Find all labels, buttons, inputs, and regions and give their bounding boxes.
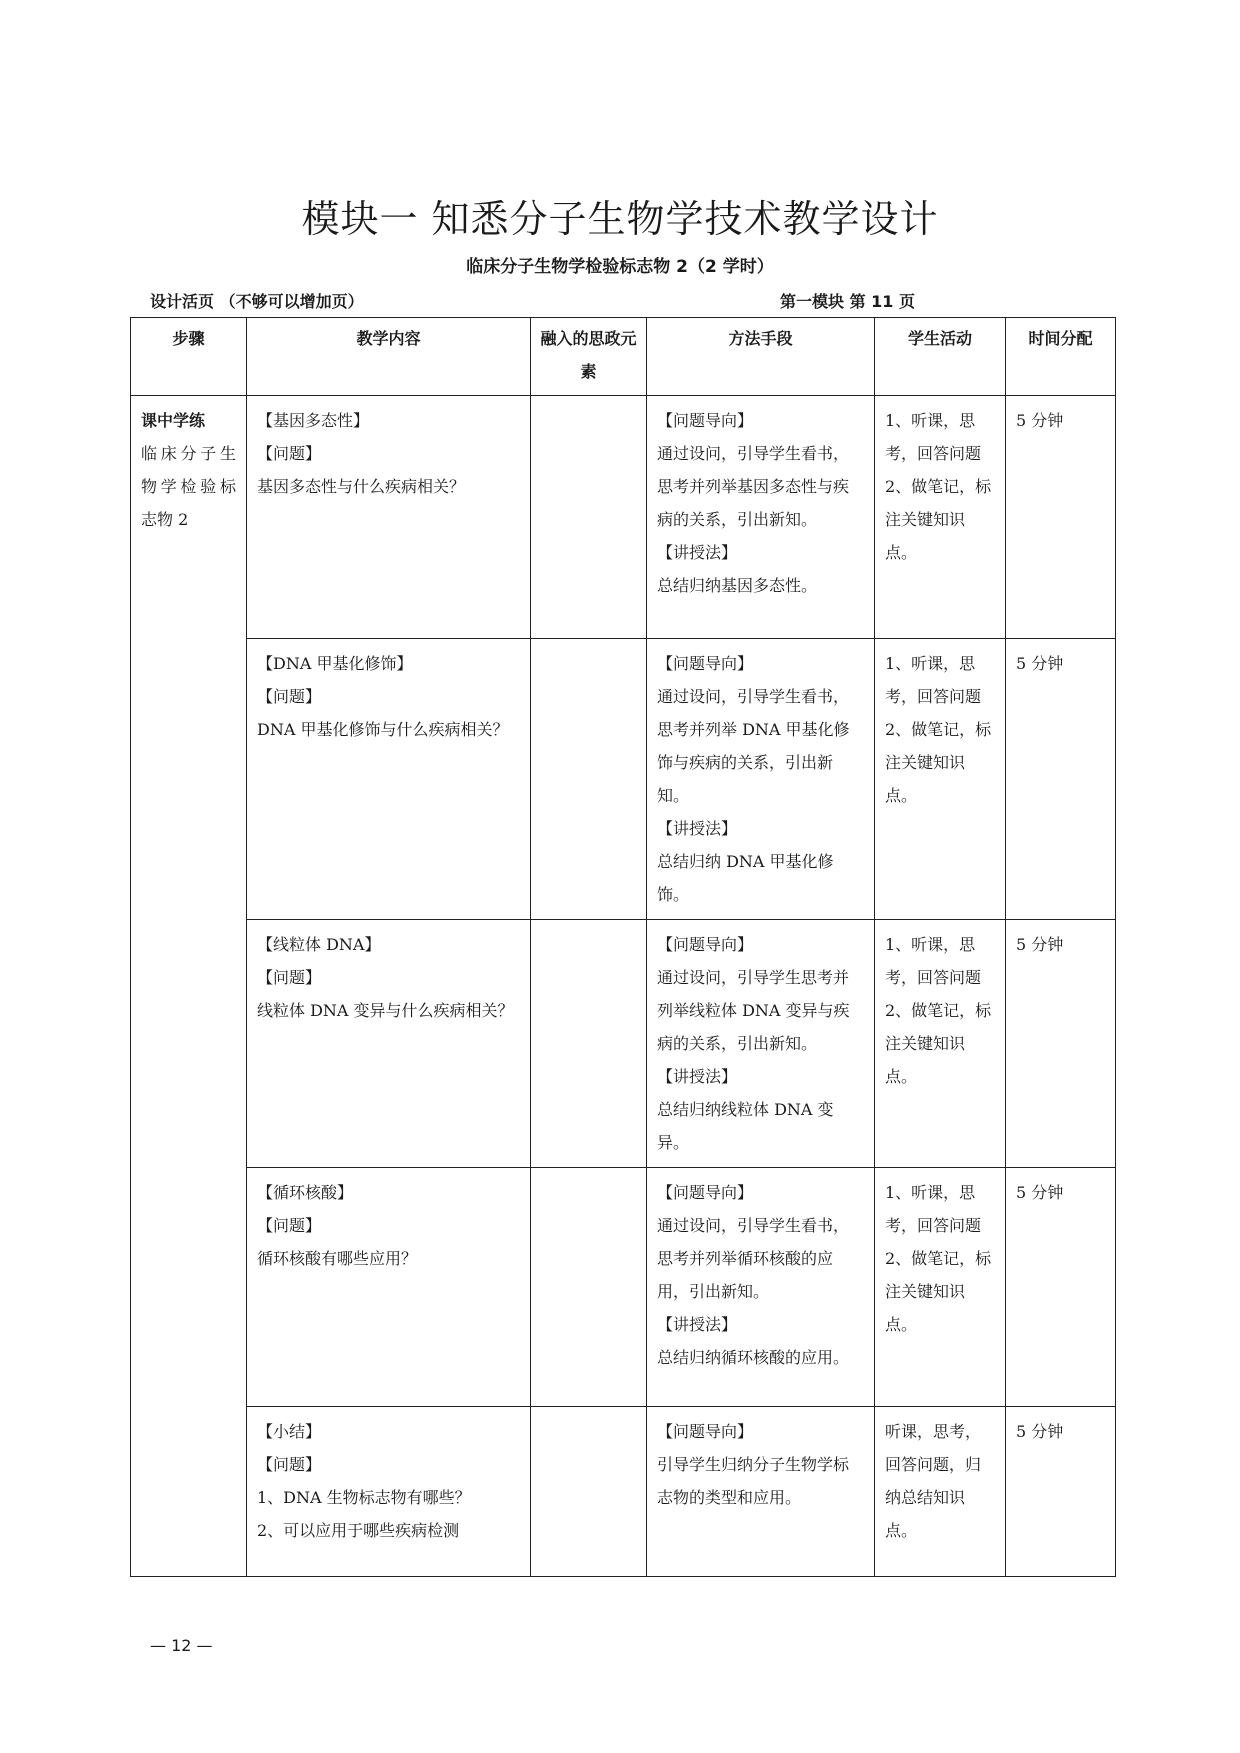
method-cell-line: 通过设问，引导学生看书，思考并列举 DNA 甲基化修饰与疾病的关系，引出新知。 bbox=[657, 687, 850, 805]
time-cell: 5 分钟 bbox=[1006, 920, 1116, 1168]
method-cell-line: 【问题导向】 bbox=[657, 411, 754, 430]
content-cell-line: 1、DNA 生物标志物有哪些？ bbox=[257, 1488, 471, 1507]
time-cell: 5 分钟 bbox=[1006, 396, 1116, 639]
header-content: 教学内容 bbox=[247, 318, 531, 396]
time-cell: 5 分钟 bbox=[1006, 1407, 1116, 1577]
design-sheet-note: 设计活页 （不够可以增加页） bbox=[150, 292, 364, 311]
header-activity: 学生活动 bbox=[875, 318, 1006, 396]
page-title: 模块一 知悉分子生物学技术教学设计 bbox=[301, 197, 939, 241]
content-cell bbox=[247, 639, 531, 920]
lesson-plan-table bbox=[130, 317, 1116, 1577]
method-cell-line: 【讲授法】 bbox=[657, 543, 738, 562]
ideology-cell bbox=[531, 920, 647, 1168]
method-cell-line: 通过设问，引导学生看书，思考并列举循环核酸的应用，引出新知。 bbox=[657, 1216, 850, 1301]
content-cell-line: 【问题】 bbox=[257, 1216, 322, 1235]
content-cell-line: 2、可以应用于哪些疾病检测 bbox=[257, 1521, 460, 1540]
content-cell bbox=[247, 920, 531, 1168]
page-number: — 12 — bbox=[150, 1636, 213, 1655]
method-cell-line: 通过设问，引导学生思考并列举线粒体 DNA 变异与疾病的关系，引出新知。 bbox=[657, 968, 850, 1053]
method-cell-line: 通过设问，引导学生看书，思考并列举基因多态性与疾病的关系，引出新知。 bbox=[657, 444, 850, 529]
header-method: 方法手段 bbox=[647, 318, 875, 396]
method-cell-line: 【问题导向】 bbox=[657, 935, 754, 954]
method-cell-line: 【讲授法】 bbox=[657, 1315, 738, 1334]
activity-cell-line: 1、听课，思考，回答问题 bbox=[885, 654, 982, 706]
module-page-label: 第一模块 第 11 页 bbox=[780, 292, 915, 311]
time-cell: 5 分钟 bbox=[1006, 1168, 1116, 1407]
content-cell-line: 线粒体 DNA 变异与什么疾病相关？ bbox=[257, 1001, 514, 1020]
content-cell bbox=[247, 396, 531, 639]
table-row bbox=[131, 639, 1116, 920]
header-step: 步骤 bbox=[131, 318, 247, 396]
activity-cell-line: 1、听课，思考，回答问题 bbox=[885, 1183, 982, 1235]
content-cell-line: 【问题】 bbox=[257, 1455, 322, 1474]
activity-cell bbox=[875, 639, 1006, 920]
content-cell bbox=[247, 1168, 531, 1407]
ideology-cell bbox=[531, 1407, 647, 1577]
ideology-cell bbox=[531, 396, 647, 639]
content-cell-line: 【问题】 bbox=[257, 687, 322, 706]
step-title: 课中学练 bbox=[141, 411, 206, 430]
table-row bbox=[131, 920, 1116, 1168]
content-cell-line: 【问题】 bbox=[257, 968, 322, 987]
table-row bbox=[131, 1407, 1116, 1577]
step-subtitle: 临床分子生物学检验标志物 2 bbox=[141, 444, 236, 529]
content-cell-line: 循环核酸有哪些应用？ bbox=[257, 1249, 418, 1268]
header-ideology: 融入的思政元素 bbox=[531, 318, 647, 396]
activity-cell-line: 2、做笔记，标注关键知识点。 bbox=[885, 720, 992, 805]
method-cell bbox=[647, 1168, 875, 1407]
time-cell: 5 分钟 bbox=[1006, 639, 1116, 920]
lesson-subtitle: 临床分子生物学检验标志物 2（2 学时） bbox=[466, 257, 774, 277]
content-cell-line: 【基因多态性】 bbox=[257, 411, 370, 430]
content-cell-line: 基因多态性与什么疾病相关？ bbox=[257, 477, 466, 496]
activity-cell-line: 1、听课，思考，回答问题 bbox=[885, 935, 982, 987]
method-cell-line: 总结归纳循环核酸的应用。 bbox=[657, 1348, 850, 1367]
content-cell-line: 【线粒体 DNA】 bbox=[257, 935, 381, 954]
table-header-row bbox=[131, 318, 1116, 396]
method-cell-line: 【讲授法】 bbox=[657, 819, 738, 838]
method-cell-line: 总结归纳 DNA 甲基化修饰。 bbox=[657, 852, 834, 904]
step-cell bbox=[131, 396, 247, 1577]
activity-cell bbox=[875, 1168, 1006, 1407]
method-cell-line: 【问题导向】 bbox=[657, 1422, 754, 1441]
method-cell bbox=[647, 639, 875, 920]
method-cell-line: 【讲授法】 bbox=[657, 1067, 738, 1086]
activity-cell bbox=[875, 1407, 1006, 1577]
method-cell-line: 总结归纳基因多态性。 bbox=[657, 576, 818, 595]
table-row bbox=[131, 396, 1116, 639]
header-time: 时间分配 bbox=[1006, 318, 1116, 396]
ideology-cell bbox=[531, 639, 647, 920]
method-cell-line: 【问题导向】 bbox=[657, 1183, 754, 1202]
method-cell bbox=[647, 920, 875, 1168]
activity-cell bbox=[875, 920, 1006, 1168]
content-cell bbox=[247, 1407, 531, 1577]
activity-cell-line: 听课，思考，回答问题，归纳总结知识点。 bbox=[885, 1422, 982, 1540]
method-cell-line: 引导学生归纳分子生物学标志物的类型和应用。 bbox=[657, 1455, 850, 1507]
content-cell-line: 【问题】 bbox=[257, 444, 322, 463]
content-cell-line: 【DNA 甲基化修饰】 bbox=[257, 654, 413, 673]
content-cell-line: DNA 甲基化修饰与什么疾病相关？ bbox=[257, 720, 509, 739]
content-cell-line: 【循环核酸】 bbox=[257, 1183, 354, 1202]
activity-cell bbox=[875, 396, 1006, 639]
content-cell-line: 【小结】 bbox=[257, 1422, 322, 1441]
activity-cell-line: 1、听课，思考，回答问题 bbox=[885, 411, 982, 463]
method-cell-line: 总结归纳线粒体 DNA 变异。 bbox=[657, 1100, 834, 1152]
method-cell bbox=[647, 1407, 875, 1577]
method-cell bbox=[647, 396, 875, 639]
ideology-cell bbox=[531, 1168, 647, 1407]
table-row bbox=[131, 1168, 1116, 1407]
activity-cell-line: 2、做笔记，标注关键知识点。 bbox=[885, 1249, 992, 1334]
activity-cell-line: 2、做笔记，标注关键知识点。 bbox=[885, 1001, 992, 1086]
method-cell-line: 【问题导向】 bbox=[657, 654, 754, 673]
activity-cell-line: 2、做笔记，标注关键知识点。 bbox=[885, 477, 992, 562]
